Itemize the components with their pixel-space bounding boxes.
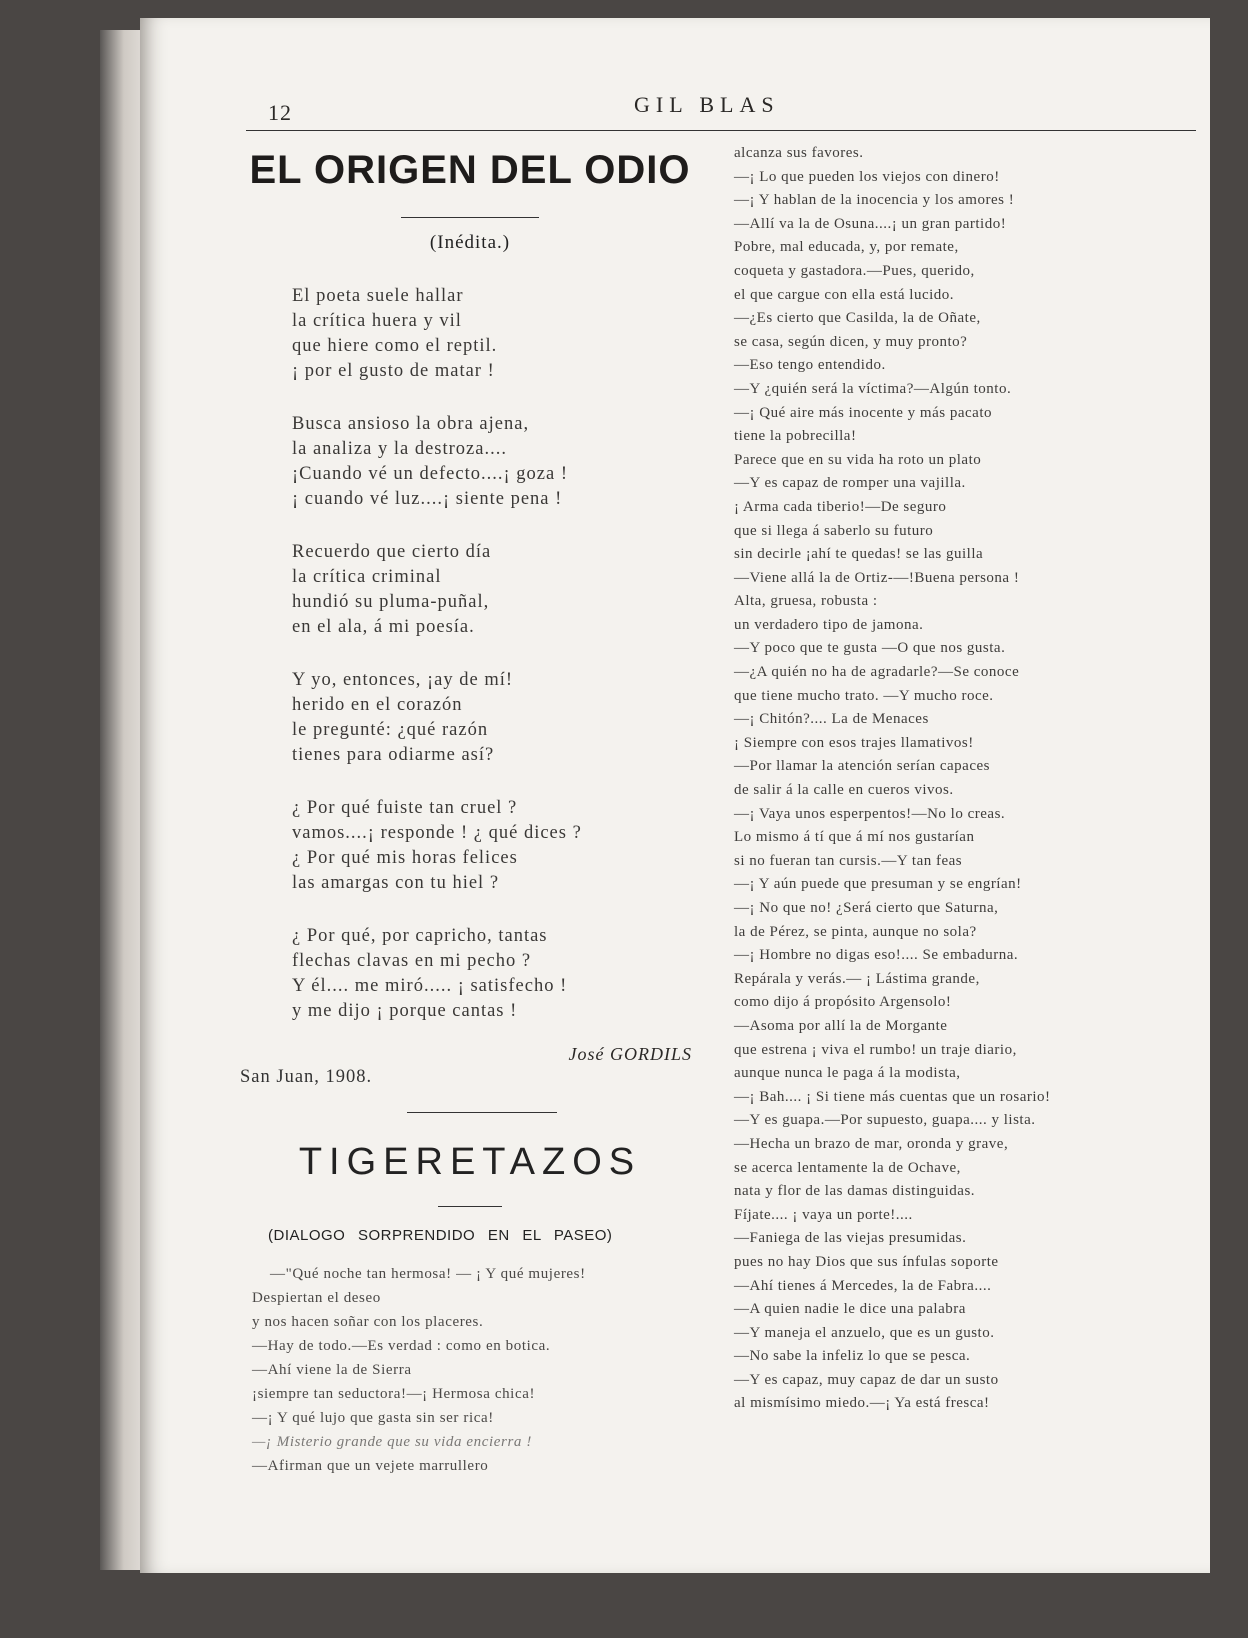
- dialog-line: nata y flor de las damas distinguidas.: [734, 1183, 976, 1200]
- dialog-line: ¡ Arma cada tiberio!—De seguro: [734, 498, 947, 515]
- poem-title: EL ORIGEN DEL ODIO: [249, 148, 691, 192]
- verse-line: ¿ Por qué fuiste tan cruel ?: [292, 798, 518, 818]
- verse-line: la analiza y la destroza....: [292, 439, 507, 459]
- verse-line: tienes para odiarme así?: [292, 745, 495, 765]
- dialog-line: —¡ Qué aire más inocente y más pacato: [734, 404, 992, 421]
- dialog-line: como dijo á propósito Argensolo!: [734, 994, 952, 1011]
- stanza: [240, 412, 700, 512]
- dialog-line: Pobre, mal educada, y, por remate,: [734, 239, 959, 256]
- dialog-line: Repárala y verás.— ¡ Lástima grande,: [734, 970, 980, 987]
- dialog-line: pues no hay Dios que sus ínfulas soporte: [734, 1253, 999, 1270]
- dialog-line: —Afirman que un vejete marrullero: [252, 1458, 489, 1474]
- section-title-rule: [438, 1206, 502, 1207]
- stanza: [240, 668, 700, 768]
- dialog-line: y nos hacen soñar con los placeres.: [252, 1314, 484, 1330]
- poem-subtitle: (Inédita.): [429, 232, 511, 253]
- dialog-line: ¡ Siempre con esos trajes llamativos!: [734, 734, 974, 751]
- dialog-line: —"Qué noche tan hermosa! — ¡ Y qué mujeres!: [270, 1266, 586, 1282]
- verse-line: ¿ Por qué, por capricho, tantas: [292, 926, 548, 946]
- dialog-line: el que cargue con ella está lucido.: [734, 286, 955, 303]
- dialog-line: —¿A quién no ha de agradarle?—Se conoce: [734, 664, 1020, 681]
- verse-line: Y yo, entonces, ¡ay de mí!: [292, 670, 514, 690]
- dialog-line: —Ahí tienes á Mercedes, la de Fabra....: [734, 1277, 992, 1294]
- section-subtitle: (DIALOGO SORPRENDIDO EN EL PASEO): [268, 1227, 613, 1244]
- dialog-line: —¡ Bah.... ¡ Si tiene más cuentas que un rosario!: [734, 1088, 1051, 1105]
- verse-line: la crítica criminal: [292, 567, 442, 587]
- dialog-line: —No sabe la infeliz lo que se pesca.: [734, 1348, 971, 1365]
- verse-line: las amargas con tu hiel ?: [292, 873, 500, 893]
- dialog-line: —¡ Y aún puede que presuman y se engrían!: [734, 876, 1022, 893]
- verse-line: hundió su pluma-puñal,: [292, 592, 490, 612]
- dialog-line: —¡ Chitón?.... La de Menaces: [734, 711, 929, 728]
- dialog-line: que tiene mucho trato. —Y mucho roce.: [734, 687, 994, 704]
- verse-line: Recuerdo que cierto día: [292, 542, 492, 562]
- dialog-line: ¡siempre tan seductora!—¡ Hermosa chica!: [252, 1386, 536, 1402]
- dialog-line: aunque nunca le paga á la modista,: [734, 1065, 961, 1082]
- dialog-line: —Faniega de las viejas presumidas.: [734, 1230, 967, 1247]
- dialog-line: coqueta y gastadora.—Pues, querido,: [734, 262, 975, 279]
- verse-line: y me dijo ¡ porque cantas !: [292, 1001, 518, 1021]
- dialog-line: —Asoma por allí la de Morgante: [734, 1017, 948, 1034]
- dialog-line: —¿Es cierto que Casilda, la de Oñate,: [734, 310, 981, 327]
- dialog-line: —¡ Y qué lujo que gasta sin ser rica!: [252, 1410, 494, 1426]
- dialog-line: —¡ No que no! ¿Será cierto que Saturna,: [734, 900, 999, 916]
- stanza: [240, 796, 700, 896]
- poem-signature: José GORDILS: [568, 1044, 692, 1064]
- dialog-line: se casa, según dicen, y muy pronto?: [734, 333, 968, 350]
- dialog-line: que estrena ¡ viva el rumbo! un traje diario,: [734, 1041, 1017, 1058]
- dialog-left: [240, 1262, 700, 1478]
- dialog-line: —Hay de todo.—Es verdad : como en botica.: [252, 1338, 551, 1354]
- verse-line: ¿ Por qué mis horas felices: [292, 848, 518, 868]
- verse-line: Busca ansioso la obra ajena,: [292, 414, 530, 434]
- dialog-line: un verdadero tipo de jamona.: [734, 616, 924, 633]
- dialog-line: Lo mismo á tí que á mí nos gustarían: [734, 829, 975, 846]
- dialog-line: tiene la pobrecilla!: [734, 428, 857, 445]
- dialog-line: al mismísimo miedo.—¡ Ya está fresca!: [734, 1395, 990, 1412]
- dialog-line: —A quien nadie le dice una palabra: [734, 1301, 966, 1318]
- dialog-line: —Y maneja el anzuelo, que es un gusto.: [734, 1324, 995, 1341]
- verse-line: El poeta suele hallar: [292, 286, 464, 306]
- section-rule: [407, 1112, 557, 1113]
- verse-line: ¡ cuando vé luz....¡ siente pena !: [292, 489, 563, 509]
- dialog-line: de salir á la calle en cueros vivos.: [734, 782, 954, 799]
- dialog-line: Fíjate.... ¡ vaya un porte!....: [734, 1206, 913, 1223]
- dialog-line: alcanza sus favores.: [734, 145, 864, 161]
- dialog-line: —¡ Hombre no digas eso!.... Se embadurna.: [734, 947, 1019, 964]
- header-rule: [246, 130, 1196, 131]
- verse-line: herido en el corazón: [292, 695, 463, 715]
- journal-title: GIL BLAS: [634, 92, 780, 117]
- dialog-line: que si llega á saberlo su futuro: [734, 522, 934, 539]
- poem-body: [240, 284, 700, 1024]
- stanza: [240, 540, 700, 640]
- dialog-line: —¡ Misterio grande que su vida encierra !: [252, 1434, 532, 1450]
- dialog-line: —Allí va la de Osuna....¡ un gran partido!: [734, 215, 1007, 232]
- dialog-line: —¡ Y hablan de la inocencia y los amores !: [734, 192, 1015, 209]
- dialog-line: Despiertan el deseo: [252, 1290, 381, 1306]
- stanza: [240, 284, 700, 384]
- dialog-line: si no fueran tan cursis.—Y tan feas: [734, 852, 963, 869]
- verse-line: en el ala, á mi poesía.: [292, 617, 475, 637]
- verse-line: que hiere como el reptil.: [292, 336, 498, 356]
- dialog-line: —Por llamar la atención serían capaces: [734, 758, 990, 775]
- dialog-line: —Y poco que te gusta —O que nos gusta.: [734, 640, 1006, 657]
- verse-line: vamos....¡ responde ! ¿ qué dices ?: [292, 823, 582, 843]
- dialog-line: la de Pérez, se pinta, aunque no sola?: [734, 923, 977, 940]
- dialog-line: Parece que en su vida ha roto un plato: [734, 451, 982, 468]
- left-column: [240, 140, 700, 1478]
- dialog-line: —Y es capaz, muy capaz de dar un susto: [734, 1371, 999, 1388]
- dialog-line: se acerca lentamente la de Ochave,: [734, 1159, 961, 1176]
- dialog-line: sin decirle ¡ahí te quedas! se las guilla: [734, 546, 984, 563]
- title-rule: [401, 217, 539, 218]
- stanza: [240, 924, 700, 1024]
- dialog-line: —Eso tengo entendido.: [734, 357, 886, 374]
- verse-line: le pregunté: ¿qué razón: [292, 720, 489, 740]
- poem-place-date: San Juan, 1908.: [240, 1067, 373, 1087]
- dialog-line: —¡ Lo que pueden los viejos con dinero!: [734, 168, 1000, 185]
- dialog-line: Alta, gruesa, robusta :: [734, 593, 878, 610]
- section-title: TIGERETAZOS: [298, 1141, 642, 1183]
- dialog-line: —Ahí viene la de Sierra: [252, 1362, 412, 1378]
- verse-line: ¡Cuando vé un defecto....¡ goza !: [292, 464, 568, 484]
- verse-line: Y él.... me miró..... ¡ satisfecho !: [292, 976, 568, 996]
- right-column: [734, 142, 1204, 1416]
- dialog-line: —Hecha un brazo de mar, oronda y grave,: [734, 1135, 1009, 1152]
- verse-line: flechas clavas en mi pecho ?: [292, 951, 532, 971]
- dialog-line: —Y es guapa.—Por supuesto, guapa.... y lista.: [734, 1112, 1036, 1129]
- page-number: 12: [268, 100, 292, 125]
- verse-line: ¡ por el gusto de matar !: [292, 361, 495, 381]
- dialog-line: —¡ Vaya unos esperpentos!—No lo creas.: [734, 805, 1006, 822]
- dialog-line: —Y ¿quién será la víctima?—Algún tonto.: [734, 380, 1012, 397]
- dialog-line: —Viene allá la de Ortiz-—!Buena persona !: [734, 569, 1020, 586]
- verse-line: la crítica huera y vil: [292, 311, 462, 331]
- dialog-line: —Y es capaz de romper una vajilla.: [734, 475, 966, 492]
